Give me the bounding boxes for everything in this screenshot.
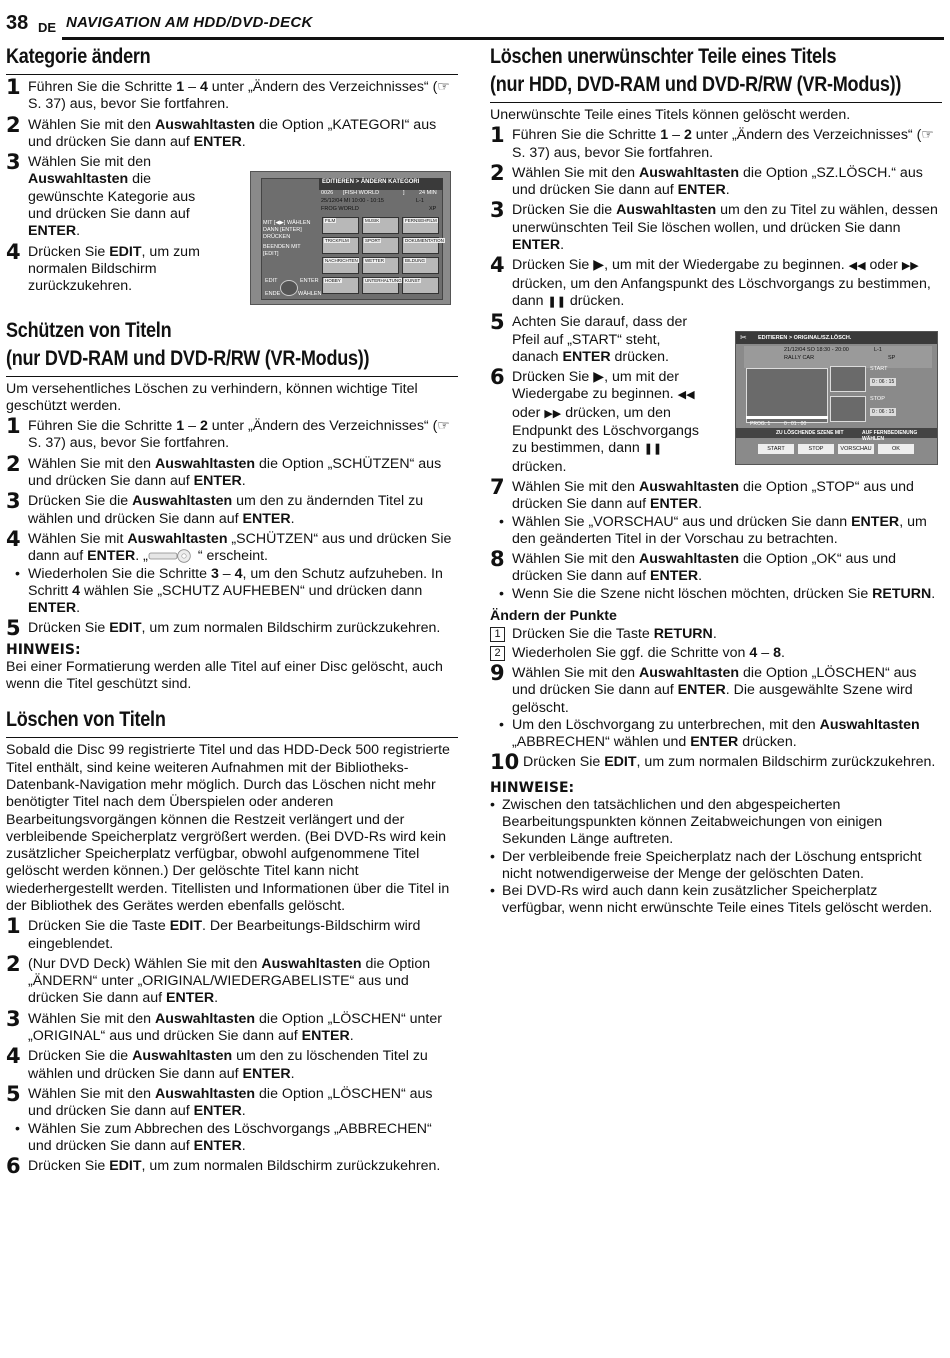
bullet-note: • Wählen Sie zum Abbrechen des Löschvorgangs „ABBRECHEN“ und drücken Sie dann auf ENTER. [15, 1120, 432, 1154]
step-number: 5 [6, 616, 21, 641]
category-label: HOBBY [325, 278, 341, 283]
scene-delete-screen-image [735, 331, 938, 465]
step-number: 1 [6, 914, 21, 939]
header-rule [62, 37, 944, 40]
step-number: 2 [6, 451, 21, 476]
section-title: Kategorie ändern [6, 45, 151, 68]
step-3: 3 Wählen Sie mit den Auswahltasten die Option „LÖSCHEN“ unter „ORIGINAL“ aus und drücken Sie dann auf ENTER. [6, 1006, 442, 1045]
screen-field: 0 : 01 : 00 [784, 421, 807, 427]
step-number: 8 [490, 547, 505, 572]
screen-field: 25/12/04 MI 10:00 - 10:15 [321, 198, 384, 204]
category-cell[interactable] [402, 237, 444, 254]
step-2: 2 Wählen Sie mit den Auswahltasten die Option „KATEGORI“ aus und drücken Sie dann auf ENTER. [6, 112, 437, 150]
start-button[interactable]: START [758, 444, 794, 454]
play-icon: ▶ [593, 369, 605, 386]
category-label: FILM [325, 218, 336, 223]
progress-bar [746, 416, 828, 419]
step-number: 6 [6, 1154, 21, 1179]
step-number: 2 [490, 160, 505, 185]
screen-title: EDITIEREN > ORIGINAL/SZ.LÖSCH. [758, 335, 852, 341]
category-label: UNTERHALTUNG [365, 278, 402, 283]
preview-button[interactable]: VORSCHAU [838, 444, 874, 454]
step-4: 4 Drücken Sie EDIT, um zum normalen Bildschirm zurückzukehren. [6, 239, 200, 295]
screen-key-label: ENDE [265, 291, 281, 297]
section-loeschen [6, 707, 458, 1179]
category-cell[interactable] [322, 257, 359, 274]
category-label: BILDUNG [405, 258, 426, 263]
scissors-icon: ✂ [740, 333, 747, 342]
screen-field: PROG. 1 [750, 421, 771, 427]
step-number: 3 [6, 150, 21, 175]
step-1: 1 Drücken Sie die Taste EDIT. Der Bearbeitungs-Bildschirm wird eingeblendet. [6, 914, 421, 952]
section-rule [6, 376, 458, 377]
section-intro: Unerwünschte Teile eines Titels können gelöscht werden. [490, 107, 851, 123]
start-thumbnail [830, 366, 866, 392]
ok-button[interactable]: OK [878, 444, 914, 454]
bullet-note: • Um den Löschvorgang zu unterbrechen, mit den Auswahltasten „ABBRECHEN“ wählen und ENTER drücken. [499, 716, 920, 751]
hint-item: • Bei DVD-Rs wird auch dann kein zusätzlicher Speicherplatz verfügbar, wenn nicht erwünschte Teile eines Titels gelöscht werden. [490, 883, 933, 917]
step-6: 6 Drücken Sie ▶, um mit der Wiedergabe zu beginnen. ◀◀ oder ▶▶ drücken, um den Endpunkt des Löschvorgangs zu bestimmen, dann ❚❚ drücken. [490, 365, 699, 475]
screen-title: EDITIEREN > ÄNDERN KATEGORI [322, 179, 420, 185]
screen-field: 0026 [321, 190, 334, 196]
bullet-note: • Wenn Sie die Szene nicht löschen möchten, drücken Sie RETURN. [499, 585, 936, 602]
screen-hint: MIT [◀▶] WÄHLEN DANN [ENTER] DRÜCKEN [263, 220, 311, 240]
step-1: 1 Führen Sie die Schritte 1 – 2 unter „Ändern des Verzeichnisses“ (☞ S. 37) aus, bevor Sie fortfahren. [6, 414, 451, 452]
screen-key-label: ENTER [300, 278, 319, 284]
screen-field: SP [888, 355, 896, 361]
screen-field: 0 : 06 : 15 [872, 409, 895, 415]
step-number: 2 [6, 112, 21, 137]
category-label: DOKUMENTATION [405, 238, 444, 243]
step-7: 7 Wählen Sie mit den Auswahltasten die Option „STOP“ aus und drücken Sie dann auf ENTER. [490, 474, 914, 513]
rewind-icon: ◀◀ [677, 389, 695, 402]
category-label: WETTER [365, 258, 384, 263]
step-5: 5 Drücken Sie EDIT, um zum normalen Bildschirm zurückzukehren. [6, 616, 441, 641]
bullet-note: • Wählen Sie „VORSCHAU“ aus und drücken Sie dann ENTER, um den geänderten Titel in der Vorschau zu betrachten. [499, 513, 927, 547]
protect-key-icon [148, 549, 194, 563]
hint-item: • Zwischen den tatsächlichen und den abgespeicherten Bearbeitungspunkten können Zeitabweichungen von einigen Sekunden Länge auftreten. [490, 796, 883, 848]
pause-icon: ❚❚ [547, 295, 566, 308]
right-column [490, 44, 942, 918]
step-5: 5 Wählen Sie mit den Auswahltasten die Option „LÖSCHEN“ aus und drücken Sie dann auf ENTER. [6, 1081, 433, 1120]
screen-key-label: WÄHLEN [298, 291, 322, 297]
category-label: KUNST [405, 278, 421, 283]
stop-button[interactable]: STOP [798, 444, 834, 454]
section-rule [490, 102, 942, 103]
step-number: 4 [6, 526, 21, 551]
screen-hint: BEENDEN MIT [EDIT] [263, 244, 301, 257]
step-5: 5 Achten Sie darauf, dass der Pfeil auf „START“ steht, danach ENTER drücken. [490, 310, 688, 365]
step-number: 1 [6, 75, 21, 99]
step-number: 5 [490, 310, 505, 335]
step-number: 4 [490, 253, 505, 278]
step-number: 10 [490, 750, 520, 775]
subsection-label: Ändern der Punkte [490, 608, 617, 625]
category-label: NACHRICHTEN [325, 258, 358, 263]
section-rule [6, 737, 458, 738]
screen-field: 21/12/04 SO 18:30 - 20:00 [784, 347, 849, 353]
section-intro: Um versehentliches Löschen zu verhindern, können wichtige Titel geschützt werden. [6, 380, 418, 414]
category-screen-image [250, 171, 451, 305]
category-grid [322, 217, 444, 297]
screen-field: RALLY CAR [784, 355, 815, 361]
running-title: NAVIGATION AM HDD/DVD-DECK [66, 14, 313, 31]
step-number: 3 [6, 489, 21, 514]
step-4: 4 Drücken Sie die Auswahltasten um den zu löschenden Titel zu wählen und drücken Sie dann auf ENTER. [6, 1044, 428, 1082]
screen-field: FROG WORLD [321, 206, 359, 212]
section-title-line2: (nur HDD, DVD-RAM und DVD-R/RW (VR-Modus)) [490, 73, 902, 96]
section-title: Löschen von Titeln [6, 708, 166, 732]
rewind-icon: ◀◀ [848, 260, 866, 273]
step-3: 3 Drücken Sie die Auswahltasten um den zu Titel zu wählen, dessen unerwünschten Teil Sie löschen wollen, und drücken Sie dann ENTER. [490, 198, 938, 254]
play-icon: ▶ [593, 257, 605, 274]
category-cell[interactable] [402, 277, 439, 294]
section-rule [6, 74, 458, 75]
category-cell[interactable] [322, 277, 359, 294]
category-label: TRICKFILM [325, 238, 349, 243]
step-1: 1 Führen Sie die Schritte 1 – 4 unter „Ändern des Verzeichnisses“ (☞ S. 37) aus, bevor Sie fortfahren. [6, 75, 451, 113]
step-6: 6 Drücken Sie EDIT, um zum normalen Bildschirm zurückzukehren. [6, 1154, 441, 1179]
category-cell[interactable] [402, 257, 439, 274]
step-1: 1 Führen Sie die Schritte 1 – 2 unter „Ändern des Verzeichnisses“ (☞ S. 37) aus, bevor Sie fortfahren. [490, 123, 935, 161]
step-number: 3 [6, 1006, 21, 1031]
screen-hint: AUF FERNBEDIENUNG WÄHLEN [862, 430, 918, 442]
section-title-line2: (nur DVD-RAM und DVD-R/RW (VR-Modus)) [6, 346, 370, 370]
step-4: 4 Drücken Sie ▶, um mit der Wiedergabe zu beginnen. ◀◀ oder ▶▶ drücken, um den Anfangspunkt des Löschvorgangs zu bestimmen, dann ❚❚ drücken. [490, 253, 931, 309]
step-8: 8 Wählen Sie mit den Auswahltasten die Option „OK“ aus und drücken Sie dann auf ENTER. [490, 547, 897, 585]
screen-label: STOP [870, 396, 885, 402]
hints-label: HINWEISE: [490, 779, 575, 796]
page-language: DE [38, 20, 57, 35]
step-number: 1 [6, 414, 21, 439]
category-cell[interactable] [322, 217, 359, 234]
category-cell[interactable] [322, 237, 359, 254]
screen-field: L-1 [416, 198, 424, 204]
category-cell[interactable] [362, 277, 402, 294]
step-number: 2 [6, 951, 21, 976]
screen-field: ] [403, 190, 405, 196]
section-schuetzen [6, 318, 458, 694]
screen-field: 24 MIN [419, 190, 437, 196]
step-2: 2 Wählen Sie mit den Auswahltasten die Option „SZ.LÖSCH.“ aus und drücken Sie dann auf ENTER. [490, 160, 923, 199]
substep-number: 1 [490, 627, 505, 642]
page-number: 38 [6, 12, 29, 34]
category-cell[interactable] [362, 217, 399, 234]
screen-key-label: EDIT [265, 278, 278, 284]
step-number: 9 [490, 660, 505, 685]
step-number: 3 [490, 198, 505, 223]
step-number: 5 [6, 1081, 21, 1106]
category-cell[interactable] [362, 257, 399, 274]
step-2: 2 Wählen Sie mit den Auswahltasten die Option „SCHÜTZEN“ aus und drücken Sie dann auf ENTER. [6, 451, 442, 490]
substep-2: 2 Wiederholen Sie ggf. die Schritte von 4 – 8. [490, 645, 942, 662]
page-header [0, 6, 950, 36]
section-title-line1: Löschen unerwünschter Teile eines Titels [490, 45, 837, 68]
step-4: 4 Wählen Sie mit Auswahltasten „SCHÜTZEN“ aus und drücken Sie dann auf ENTER. „ “ erscheint. [6, 526, 452, 565]
section-title-line1: Schützen von Titeln [6, 318, 172, 342]
screen-field: 0 : 06 : 15 [872, 379, 895, 385]
step-2: 2 (Nur DVD Deck) Wählen Sie mit den Auswahltasten die Option „ÄNDERN“ unter „ORIGINAL/WIEDERGABELISTE“ aus und drücken Sie dann auf ENTER. [6, 951, 431, 1007]
category-cell[interactable] [402, 217, 439, 234]
step-10: 10 Drücken Sie EDIT, um zum normalen Bildschirm zurückzukehren. [490, 750, 936, 775]
hint-label: HINWEIS: [6, 641, 81, 658]
screen-field: L-1 [874, 347, 882, 353]
step-3: 3 Drücken Sie die Auswahltasten um den zu ändernden Titel zu wählen und drücken Sie dann auf ENTER. [6, 489, 424, 527]
substep-number: 2 [490, 646, 505, 661]
step-3: 3 Wählen Sie mit den Auswahltasten die gewünschte Kategorie aus und drücken Sie dann auf ENTER. [6, 150, 196, 240]
screen-field: XP [429, 206, 437, 212]
screen-field: [FISH WORLD [343, 190, 380, 196]
pause-icon: ❚❚ [643, 443, 663, 456]
hints-list [490, 797, 942, 918]
substep-1: 1 Drücken Sie die Taste RETURN. [490, 626, 942, 643]
fast-forward-icon: ▶▶ [544, 407, 562, 420]
screen-hint: ZU LÖSCHENDE SZENE MIT [776, 430, 844, 436]
hint-item: • Der verbleibende freie Speicherplatz nach der Löschung entspricht nicht notwendigerweise der Menge der gelöschten Daten. [490, 848, 922, 882]
screen-label: START [870, 366, 888, 372]
category-label: SPORT [365, 238, 381, 243]
step-number: 1 [490, 123, 505, 148]
category-label: FERNSEHFILM [405, 218, 437, 223]
step-number: 4 [6, 239, 21, 264]
step-9: 9 Wählen Sie mit den Auswahltasten die Option „LÖSCHEN“ aus und drücken Sie dann auf ENTER. Die ausgewählte Szene wird gelöscht. [490, 660, 917, 716]
step-number: 6 [490, 365, 505, 390]
stop-thumbnail [830, 396, 866, 422]
hint-text: Bei einer Formatierung werden alle Titel auf einer Disc gelöscht, auch wenn die Titel geschützt sind. [6, 658, 443, 693]
fast-forward-icon: ▶▶ [901, 260, 919, 273]
section-intro: Sobald die Disc 99 registrierte Titel und das HDD-Deck 500 registrierte Titel enthält, sind keine weiteren Aufnahmen mit der Bibliotheks-Datenbank-Navigation mehr möglich. Durch das Löschen nicht mehr benötigter Titel nach dem Überspielen oder anderen Bearbeitungsvorgängen können die Restzeit verlängert und der verbleibende Speicherplatz vergrößert werden. (Bei DVD-Rs wird kein zusätzlicher Speicherplatz verfügbar, obwohl aufgenommene Titel gelöscht werden können.) Der gelöschte Titel kann nicht wiederhergestellt werden. Titellisten und Informationen über die Titel in der Bibliothek des Gerätes werden ebenfalls gelöscht. [6, 742, 450, 914]
step-number: 4 [6, 1044, 21, 1069]
step-number: 7 [490, 474, 505, 499]
preview-area [746, 368, 828, 423]
category-cell[interactable] [362, 237, 399, 254]
category-label: MUSIK [365, 218, 380, 223]
bullet-note: • Wiederholen Sie die Schritte 3 – 4, um den Schutz aufzuheben. In Schritt 4 wählen Sie „SCHUTZ AUFHEBEN“ und drücken dann ENTER. [15, 565, 443, 617]
dpad-icon [280, 280, 298, 296]
